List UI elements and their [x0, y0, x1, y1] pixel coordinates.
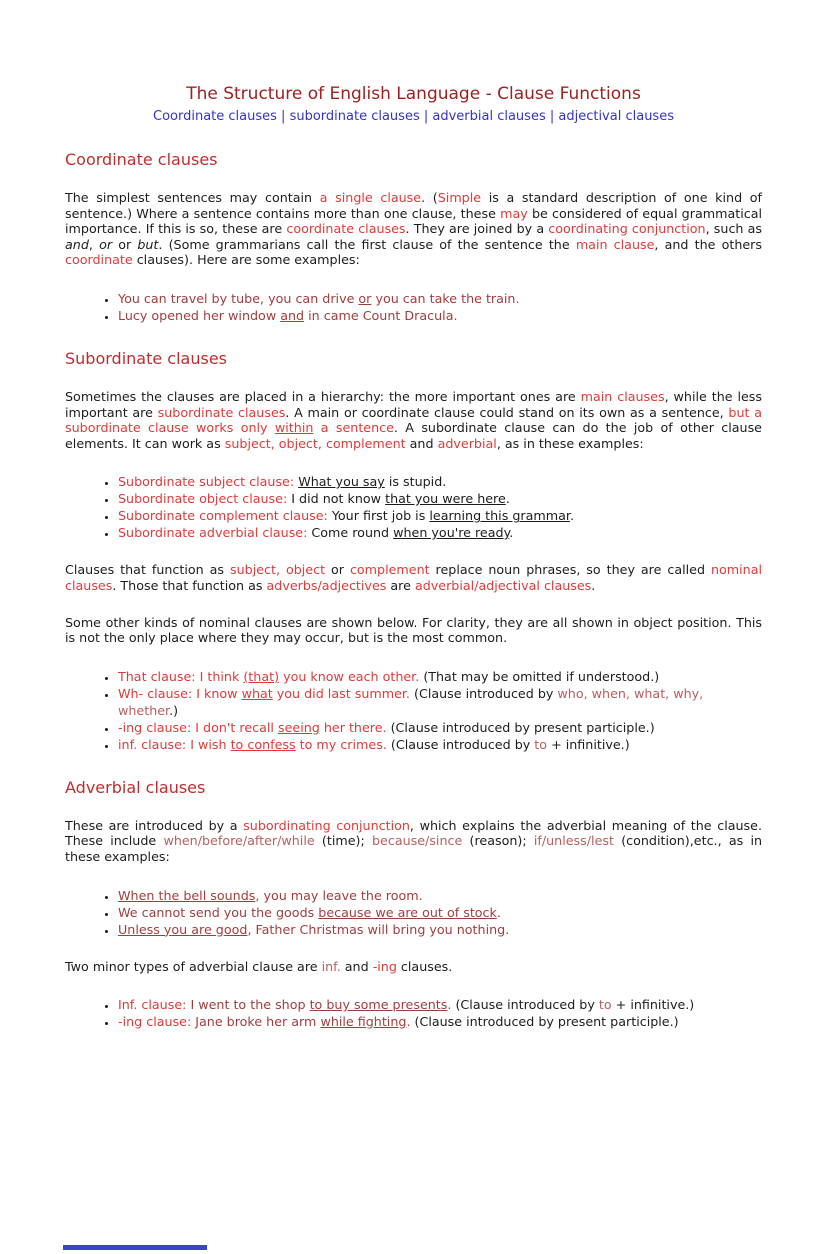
section-adverbial-clauses [65, 778, 762, 1030]
nav-separator: | [419, 109, 433, 124]
paragraph [65, 389, 762, 451]
text-run: Lucy opened her window [118, 307, 281, 323]
bullet-list [65, 996, 762, 1030]
text-run: Clauses that function as [65, 562, 230, 578]
text-run: (reason); [462, 833, 534, 849]
text-run: subordinating conjunction [243, 817, 410, 833]
text-run: adverbial [437, 435, 497, 451]
text-run: clauses. [396, 958, 453, 974]
paragraph [65, 562, 762, 593]
bullet-list [65, 887, 762, 938]
text-run: These are introduced by a [65, 817, 244, 833]
text-run: coordinate clauses [286, 221, 406, 237]
content [65, 150, 762, 1030]
text-run: because we are out of stock [318, 904, 497, 920]
nav-link-adverbial-clauses[interactable]: adverbial clauses [432, 109, 546, 124]
text-run: I did not know [287, 491, 386, 507]
nav-separator: | [545, 109, 559, 124]
text-run: (time); [314, 833, 372, 849]
text-run: -ing [372, 958, 397, 974]
text-run: but a subordinate clause works only [65, 404, 762, 436]
list-item [118, 1013, 762, 1030]
text-run: or [112, 236, 138, 252]
text-run: her there. [319, 719, 387, 735]
text-run: when you're ready [393, 525, 510, 541]
text-run: to [598, 997, 612, 1013]
text-run: (Clause introduced by present participle.) [410, 1014, 679, 1030]
text-run: Subordinate complement clause: [118, 508, 328, 524]
text-run: . [591, 577, 596, 593]
text-run: , such as [705, 221, 763, 237]
text-run: while fighting [320, 1014, 407, 1030]
text-run: are [386, 577, 415, 593]
section-heading: Coordinate clauses [65, 150, 218, 169]
text-run: and [280, 307, 305, 323]
text-run: (Clause introduced by [409, 685, 558, 701]
text-run: and [340, 958, 373, 974]
text-run: , which explains the adverbial meaning of the clause. These include [65, 817, 763, 849]
bullet-list [65, 290, 762, 324]
text-run: + infinitive.) [547, 736, 630, 752]
text-run: to my crimes. [295, 736, 387, 752]
text-run: may [500, 205, 528, 221]
text-run: . Those that function as [112, 577, 267, 593]
list-item [118, 307, 762, 324]
text-run: . They are joined by a [405, 221, 549, 237]
text-run: adverbs/adjectives [266, 577, 387, 593]
bullet-list [65, 668, 762, 753]
text-run: . [447, 997, 452, 1013]
list-item [118, 921, 762, 938]
paragraph [65, 959, 762, 975]
text-run: -ing clause: [118, 1014, 192, 1030]
text-run: who, when, what, why, whether [118, 685, 704, 718]
text-run: (Clause introduced by present participle.) [386, 719, 655, 735]
text-run: .) [169, 702, 179, 718]
text-run: clauses). Here are some examples: [132, 252, 360, 268]
section-heading: Subordinate clauses [65, 348, 227, 368]
text-run: in came Count Dracula. [304, 307, 458, 323]
text-run: adverbial/adjectival clauses [414, 577, 592, 593]
text-run: main clauses [580, 388, 665, 404]
list-item [118, 719, 762, 736]
text-run: you did last summer. [272, 685, 410, 701]
text-run: -ing clause: I don't recall [118, 719, 278, 735]
text-run: replace noun phrases, so they are called [429, 562, 711, 578]
text-run: Subordinate subject clause: [118, 474, 295, 490]
nav-link-adjectival-clauses[interactable]: adjectival clauses [558, 109, 674, 124]
text-run: We cannot send you the goods [118, 904, 319, 920]
text-run: + infinitive.) [611, 997, 695, 1013]
paragraph [65, 190, 762, 268]
text-run: Some other kinds of nominal clauses are shown below. For clarity, they are all shown in object position. This is not the only place where they may occur, but is the most common. [65, 614, 762, 646]
section-heading: Adverbial clauses [65, 777, 206, 797]
text-run: be considered of equal grammatical importance. If this is so, these are [65, 205, 762, 237]
text-run: when/before/after/while [163, 833, 315, 849]
text-run: subject, object [230, 562, 326, 578]
paragraph [65, 818, 762, 865]
text-run: you can take the train. [371, 290, 520, 306]
page-title: The Structure of English Language - Clause Functions [186, 84, 641, 104]
text-run: Inf. clause: [118, 997, 187, 1013]
text-run: , Father Christmas will bring you nothing. [247, 921, 510, 937]
text-run: (condition),etc., as in these examples: [65, 833, 763, 864]
list-item [118, 904, 762, 921]
text-run: because/since [371, 833, 463, 849]
text-run: is stupid. [384, 474, 447, 490]
text-run: inf. clause: I wish [118, 736, 231, 752]
text-run: That clause: I think [118, 668, 244, 684]
list-item [118, 507, 762, 524]
text-run: . A subordinate clause can do the job of other clause elements. It can work as [65, 420, 762, 451]
list-item [118, 996, 762, 1013]
text-run: Sometimes the clauses are placed in a hierarchy: the more important ones are [65, 388, 581, 404]
nav [65, 109, 762, 125]
text-run: inf. [321, 958, 341, 974]
text-run: to confess [230, 736, 296, 752]
nav-links [153, 109, 674, 124]
text-run: . [505, 491, 510, 507]
text-run: , while the less important are [65, 388, 763, 420]
text-run: . [509, 525, 514, 541]
text-run: Two minor types of adverbial clause are [65, 958, 322, 974]
text-run: (that) [243, 668, 280, 684]
text-run: The simplest sentences may contain [65, 190, 320, 205]
text-run: a sentence [313, 420, 394, 436]
text-run: (Clause introduced by [386, 736, 535, 752]
text-run: When the bell sounds [118, 887, 256, 903]
text-run: a single clause [319, 190, 422, 205]
text-run: coordinate [65, 252, 133, 268]
text-run: . A main or coordinate clause could stand on its own as a sentence, [285, 404, 729, 420]
nav-link-coordinate-clauses[interactable]: Coordinate clauses [153, 109, 277, 124]
text-run: within [274, 420, 314, 436]
nav-separator: | [276, 109, 290, 124]
text-run: . [406, 1014, 411, 1030]
text-run: . [496, 904, 501, 920]
text-run: (Clause introduced by [451, 997, 599, 1013]
text-run: what [241, 685, 273, 701]
text-run: learning this grammar [429, 508, 570, 524]
text-run: you know each other. [279, 668, 420, 684]
text-run: coordinating conjunction [548, 221, 706, 237]
text-run: Subordinate object clause: [118, 491, 288, 507]
list-item [118, 290, 762, 307]
text-run: , [88, 236, 100, 252]
text-run: seeing [277, 719, 320, 735]
section-coordinate-clauses [65, 150, 762, 324]
section-subordinate-clauses [65, 349, 762, 753]
footer-bar [63, 1245, 207, 1250]
text-run: subordinate clauses [157, 404, 286, 420]
text-run: and [65, 236, 89, 252]
text-run: complement [349, 562, 430, 578]
text-run: is a standard description of one kind of sentence.) Where a sentence contains more than one clause, these [65, 190, 763, 221]
text-run: . ( [421, 190, 438, 205]
text-run: to [534, 736, 548, 752]
text-run: if/unless/lest [533, 833, 614, 849]
text-run: , you may leave the room. [255, 887, 423, 903]
text-run: but [137, 236, 159, 252]
text-run: , and the others [654, 236, 762, 252]
text-run: or [358, 290, 372, 306]
text-run: or [325, 562, 350, 578]
text-run: You can travel by tube, you can drive [118, 290, 359, 306]
text-run: (That may be omitted if understood.) [419, 668, 660, 684]
text-run: nominal clauses [65, 562, 762, 593]
text-run: , as in these examples: [496, 435, 644, 451]
list-item [118, 685, 762, 719]
text-run: What you say [298, 474, 385, 490]
text-run: I went to the shop [186, 997, 310, 1013]
paragraph [65, 615, 762, 646]
text-run: to buy some presents [309, 997, 448, 1013]
text-run: subject, object, complement [224, 435, 406, 451]
text-run: Wh- clause: I know [118, 685, 242, 701]
text-run: Come round [307, 525, 394, 541]
text-run: Jane broke her arm [191, 1014, 321, 1030]
text-run: that you were here [385, 491, 506, 507]
text-run: . [569, 508, 574, 524]
nav-link-subordinate-clauses[interactable]: subordinate clauses [289, 109, 420, 124]
text-run: Unless you are good [118, 921, 248, 937]
text-run: and [405, 435, 438, 451]
text-run: or [99, 236, 113, 252]
list-item [118, 736, 762, 753]
list-item [118, 524, 762, 541]
text-run: . (Some grammarians call the first clause of the sentence the [158, 236, 576, 252]
list-item [118, 887, 762, 904]
text-run: main clause [575, 236, 655, 252]
document-page [0, 84, 827, 1070]
text-run: Your first job is [327, 508, 430, 524]
list-item [118, 490, 762, 507]
text-run: Simple [437, 190, 482, 205]
text-run: Subordinate adverbial clause: [118, 525, 308, 541]
list-item [118, 668, 762, 685]
list-item [118, 473, 762, 490]
bullet-list [65, 473, 762, 541]
